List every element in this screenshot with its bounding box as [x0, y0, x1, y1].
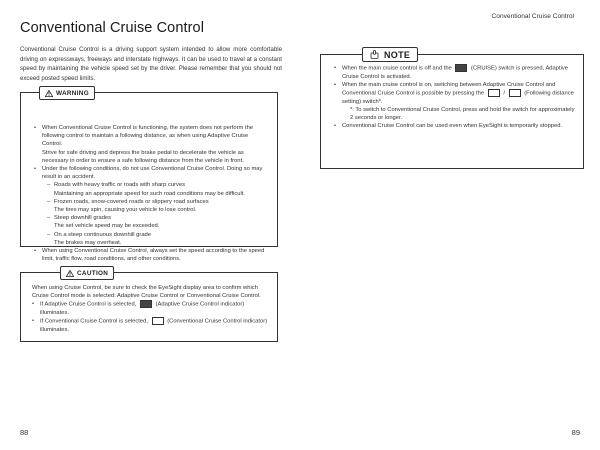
warning-item: • When Conventional Cruise Control is functioning, the system does not perform the following control to maintain a following distance, as when using Adaptive Cruise Control. Strive for safe driving and depress the brake pedal to decelerate the vehicle as necessary in order to ensure a safe following distance from the vehicle in front. [34, 124, 270, 165]
note-item: • When the main cruise control is on, switching between Adaptive Cruise Control and Conventional Cruise Control is possible by pressing the / (Following distance setting) switch*. *: To switch to Conventional Cruise Control, press and hold the switch for approximately 2 seconds or longer. [334, 81, 578, 123]
warning-subitem: – On a steep continuous downhill grade [42, 231, 270, 239]
note-item: • When the main cruise control is off and the (CRUISE) switch is pressed, Adaptive Cruise Control is activated. [334, 64, 578, 81]
conventional-cruise-indicator-icon [152, 317, 164, 325]
caution-lead: When using Cruise Control, be sure to check the EyeSight display area to confirm which Cruise Control mode is selected: Adaptive Cruise Control or Conventional Cruise Control. [32, 285, 261, 300]
warning-subitem: – Steep downhill grades [42, 214, 270, 222]
caution-item: • If Adaptive Cruise Control is selected, (Adaptive Cruise Control indicator) illuminates. [32, 300, 268, 317]
caution-content [32, 284, 268, 334]
warning-subitem-detail: The set vehicle speed may be exceeded. [54, 223, 160, 230]
warning-subitem: – Frozen roads, snow-covered roads or slippery road surfaces [42, 198, 270, 206]
note-label [362, 47, 418, 62]
caution-label [60, 266, 114, 280]
caution-label-text: CAUTION [77, 269, 109, 277]
note-item: • Conventional Cruise Control can be used even when EyeSight is temporarily stopped. [334, 122, 578, 130]
note-label-text: NOTE [384, 49, 411, 60]
warning-triangle-icon [45, 90, 53, 97]
warning-item: • When using Conventional Cruise Control, always set the speed according to the speed limit, traffic flow, road conditions, and other conditions. [34, 247, 270, 263]
caution-item: • If Conventional Cruise Control is selected, (Conventional Cruise Control indicator) illuminates. [32, 317, 268, 334]
caution-triangle-icon [66, 270, 74, 277]
cruise-switch-icon [455, 64, 467, 72]
page-number-right: 89 [571, 428, 580, 437]
warning-subitem-detail: The brakes may overheat. [54, 239, 122, 246]
warning-content [34, 124, 270, 263]
distance-decrease-switch-icon [509, 89, 521, 97]
warning-subitem: – Roads with heavy traffic or roads with sharp curves [42, 181, 270, 189]
warning-label-text: WARNING [56, 89, 89, 97]
note-footnote: *: To switch to Conventional Cruise Control, press and hold the switch for approximately 2 seconds or longer. [350, 107, 575, 122]
page-number-left: 88 [20, 428, 29, 437]
warning-item: • Under the following conditions, do not use Conventional Cruise Control. Doing so may result in an accident. – Roads with heavy traffic or roads with sharp curves Maintaining an appropriate speed for such road conditions may be difficult. – Frozen roads, snow-covered roads or slippery road surfaces The tires may spin, causing your vehicle to lose control. – Steep downhill grades The set vehicle speed may be exceeded. – On a steep continuous downhill grade The brakes may overheat. [34, 165, 270, 247]
warning-subitem-detail: The tires may spin, causing your vehicle to lose control. [54, 207, 197, 214]
warning-label [39, 86, 95, 100]
warning-subitem-detail: Maintaining an appropriate speed for such road conditions may be difficult. [54, 190, 245, 197]
page-title: Conventional Cruise Control [20, 20, 205, 36]
note-hand-icon [370, 50, 379, 59]
intro-paragraph: Conventional Cruise Control is a driving support system intended to allow more comfortable driving on expressways, freeways and interstate highways. It can be used to travel at a constant speed by maintaining the vehicle speed set by the driver. Please remember that you should not exceed posted speed limits. [20, 46, 282, 82]
note-content [334, 64, 578, 131]
distance-increase-switch-icon [488, 89, 500, 97]
running-header: Conventional Cruise Control [491, 13, 574, 20]
adaptive-cruise-indicator-icon [140, 300, 152, 308]
